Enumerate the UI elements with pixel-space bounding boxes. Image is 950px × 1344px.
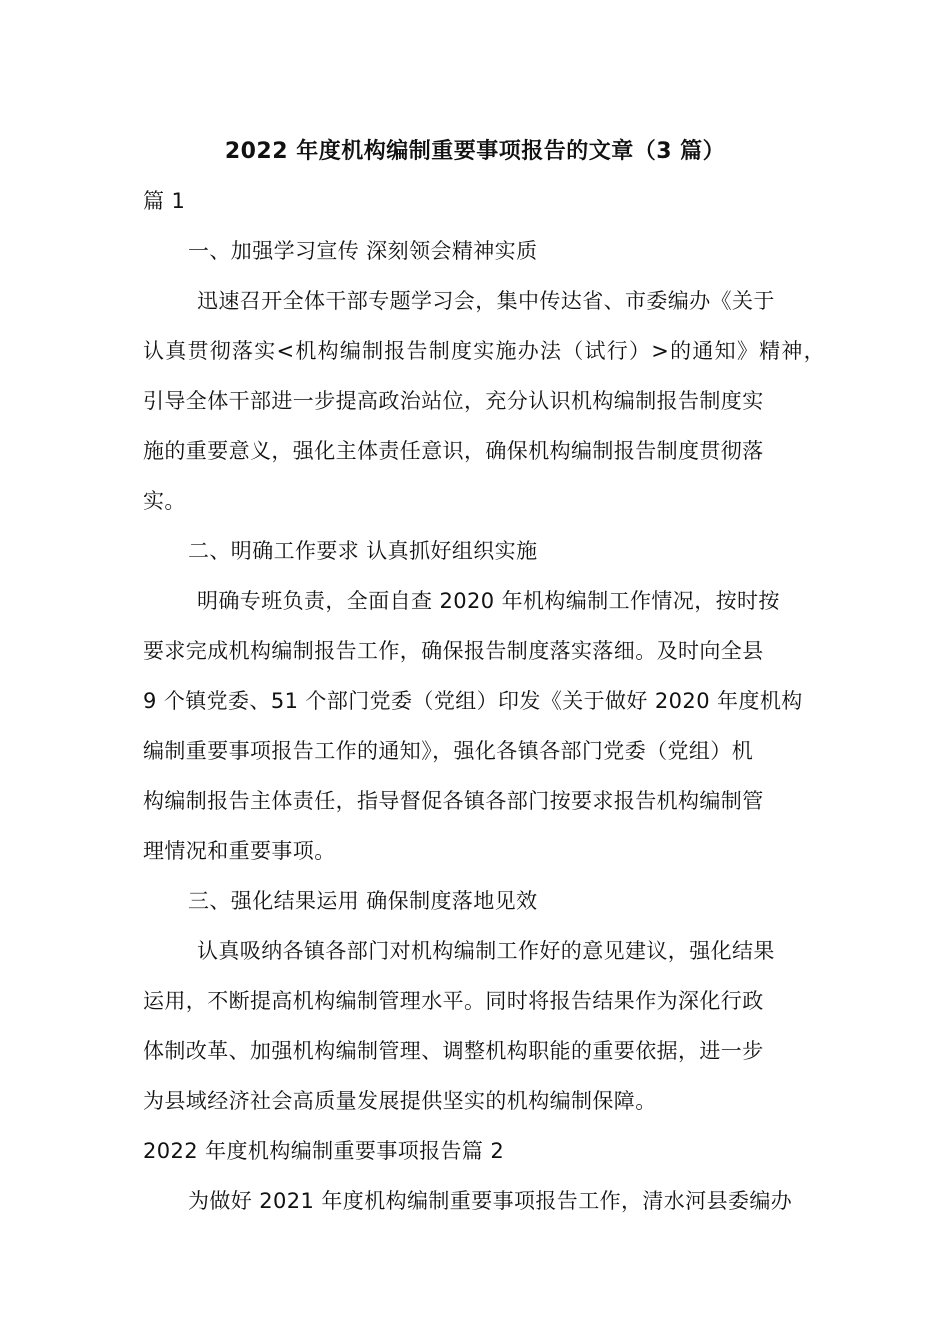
part1-label: 篇 1 xyxy=(143,189,186,213)
section3-heading: 三、强化结果运用 确保制度落地见效 xyxy=(188,889,538,913)
paragraph-line: 实。 xyxy=(143,489,186,513)
document-title: 2022 年度机构编制重要事项报告的文章（3 篇） xyxy=(224,139,726,164)
paragraph-line: 构编制报告主体责任，指导督促各镇各部门按要求报告机构编制管 xyxy=(143,789,764,813)
paragraph-line: 为县域经济社会高质量发展提供坚实的机构编制保障。 xyxy=(143,1089,657,1113)
paragraph-line: 迅速召开全体干部专题学习会，集中传达省、市委编办《关于 xyxy=(197,289,775,313)
paragraph-line: 要求完成机构编制报告工作，确保报告制度落实落细。及时向全县 xyxy=(143,639,764,663)
paragraph-line: 明确专班负责，全面自查 2020 年机构编制工作情况，按时按 xyxy=(197,589,780,613)
paragraph-line: 为做好 2021 年度机构编制重要事项报告工作，清水河县委编办 xyxy=(188,1189,793,1213)
paragraph-line: 引导全体干部进一步提高政治站位，充分认识机构编制报告制度实 xyxy=(143,389,764,413)
section2-heading: 二、明确工作要求 认真抓好组织实施 xyxy=(188,539,538,563)
paragraph-line: 理情况和重要事项。 xyxy=(143,839,336,863)
paragraph-line: 施的重要意义，强化主体责任意识，确保机构编制报告制度贯彻落 xyxy=(143,439,764,463)
paragraph-line: 体制改革、加强机构编制管理、调整机构职能的重要依据，进一步 xyxy=(143,1039,764,1063)
paragraph-line: 认真贯彻落实<机构编制报告制度实施办法（试行）>的通知》精神， xyxy=(143,339,825,363)
paragraph-line: 9 个镇党委、51 个部门党委（党组）印发《关于做好 2020 年度机构 xyxy=(143,689,803,713)
paragraph-line: 认真吸纳各镇各部门对机构编制工作好的意见建议，强化结果 xyxy=(197,939,775,963)
section1-heading: 一、加强学习宣传 深刻领会精神实质 xyxy=(188,239,538,263)
paragraph-line: 运用，不断提高机构编制管理水平。同时将报告结果作为深化行政 xyxy=(143,989,764,1013)
paragraph-line: 编制重要事项报告工作的通知》，强化各镇各部门党委（党组）机 xyxy=(143,739,754,763)
part2-label: 2022 年度机构编制重要事项报告篇 2 xyxy=(143,1139,505,1163)
